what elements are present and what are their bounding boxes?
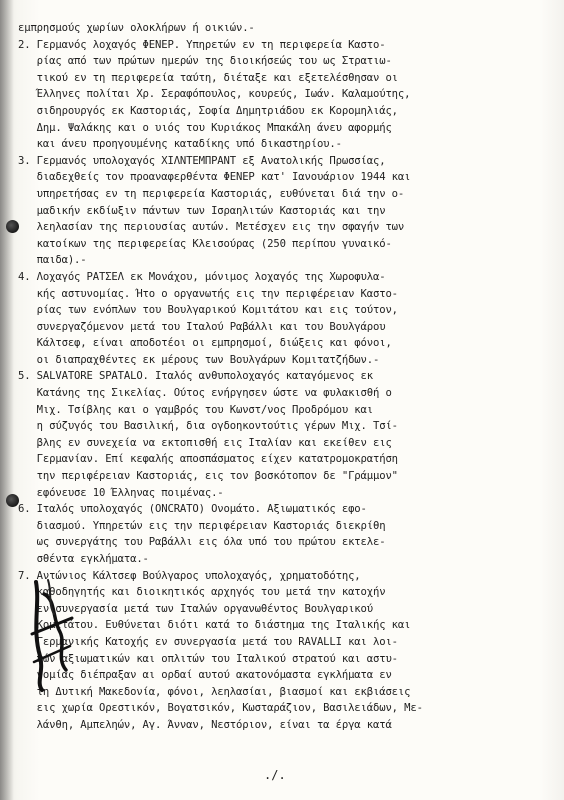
text-line: Μιχ. Τσίβλης και ο γαμβρός του Κωνστ/νος Προδρόμου και (18, 403, 373, 416)
text-line: και άνευ προηγουμένης καταδίκης υπό δικαστηρίου.- (18, 138, 342, 151)
text-line: 6. Ιταλός υπολοχαγός (ONCRATO) Ονομάτο. Αξιωματικός εφο- (18, 503, 367, 516)
text-line: εφόνευσε 10 Έλληνας ποιμένας.- (18, 486, 224, 499)
text-line: 5. SALVATORE SPATALO. Ιταλός ανθυπολοχαγός καταγόμενος εκ (18, 370, 373, 383)
text-line: τικού εν τη περιφερεία ταύτη, διέταξε και εξετελέσθησαν οι (18, 71, 398, 84)
text-line: Κατάνης της Σικελίας. Ούτος ενήργησεν ώστε να φυλακισθή ο (18, 387, 392, 400)
text-line: καθοδηγητής και διοικητικός αρχηγός του μετά την κατοχήν (18, 586, 386, 599)
handwritten-ink-mark (26, 574, 80, 694)
text-line: Κομιτάτου. Ευθύνεται διότι κατά το διάστημα της Ιταλικής και (18, 619, 411, 632)
text-line: υπηρετήσας εν τη περιφερεία Καστοριάς, ευθύνεται διά την ο- (18, 187, 405, 200)
text-line: 2. Γερμανός λοχαγός ΦΕΝΕΡ. Υπηρετών εν τη περιφερεία Καστο- (18, 38, 386, 51)
text-line: ως συνεργάτης του Ραβάλλι εις όλα υπό του πρώτου εκτελε- (18, 536, 386, 549)
typewritten-text (18, 20, 546, 734)
text-line: την περιφέρειαν Καστοριάς, εις τον βοσκότοπον δε "Γράμμον" (18, 470, 398, 483)
text-line: 3. Γερμανός υπολοχαγός ΧΙΛΝΤΕΜΠΡΑΝΤ εξ Ανατολικής Πρωσσίας, (18, 154, 386, 167)
text-line: σιδηρουργός εκ Καστοριάς, Σοφία Δημητριάδου εκ Κορομηλιάς, (18, 104, 398, 117)
text-line: νομίας διέπραξαν αι ορδαί αυτού ακατονόμαστα εγκλήματα εν (18, 669, 392, 682)
text-line: μαδικήν εκδίωξιν πάντων των Ισραηλιτών Καστοριάς και την (18, 204, 386, 217)
text-line: η σύζυγός του Βασιλική, δια ογδοηκοντούτις γέρων Μιχ. Τσί- (18, 420, 398, 433)
text-line: εις χωρία Ορεστικόν, Βογατσικόν, Κωσταράζιον, Βασιλειάδων, Με- (18, 702, 423, 715)
text-line: κής αστυνομίας. Ήτο ο οργανωτής εις την περιφέρειαν Καστο- (18, 287, 398, 300)
text-line: Γερμανίαν. Επί κεφαλής αποσπάσματος είχεν κατατρομοκρατήση (18, 453, 398, 466)
text-line: Κάλτσεφ, είναι αποδοτέοι οι εμπρησμοί, διώξεις και φόνοι, (18, 337, 392, 350)
text-line: σθέντα εγκλήματα.- (18, 553, 149, 565)
text-line: εν συνεργασία μετά των Ιταλών οργανωθέντος Βουλγαρικού (18, 602, 373, 615)
text-line: ρίας από των πρώτων ημερών της διοικήσεώς του ως Στρατιω- (18, 55, 392, 68)
text-line: λεηλασίαν της περιουσίας αυτών. Μετέσχεν εις την σφαγήν των (18, 221, 405, 234)
text-line: πών αξιωματικών και οπλιτών του Ιταλικού στρατού και αστυ- (18, 652, 398, 665)
scan-edge-shadow (0, 0, 14, 800)
text-line: παιδα).- (18, 254, 87, 267)
text-line: Γερμανικής Κατοχής εν συνεργασία μετά του RAVALLI και λοι- (18, 635, 398, 648)
text-line: συνεργαζόμενον μετά του Ιταλού Ραβάλλι και του Βουλγάρου (18, 320, 386, 333)
text-line: βλης εν συνεχεία να εκτοπισθή εις Ιταλίαν και εκείθεν εις (18, 436, 392, 449)
text-line: κατοίκων της περιφερείας Κλεισούρας (250 περίπου γυναικό- (18, 237, 392, 250)
text-line: Έλληνες πολίται Χρ. Σεραφόπουλος, κουρεύς, Ιωάν. Καλαμούτης, (18, 88, 411, 101)
text-line: ρίας των ενόπλων του Βουλγαρικού Κομιτάτου και εις τούτον, (18, 304, 398, 317)
text-line: λάνθη, Αμπεληών, Αγ. Άνναν, Νεστόριον, είναι τα έργα κατά (18, 718, 392, 731)
text-line: Δημ. Ψαλάκης και ο υιός του Κυριάκος Μπακάλη άνευ αφορμής (18, 121, 392, 134)
text-line: εμπρησμούς χωρίων ολοκλήρων ή οικιών.- (18, 22, 255, 34)
text-line: οι διαπραχθέντες εκ μέρους των Βουλγάρων Κομιτατζήδων.- (18, 353, 380, 366)
text-line: διασμού. Υπηρετών εις την περιφέρειαν Καστοριάς διεκρίθη (18, 519, 386, 532)
page-number: ./. (264, 768, 286, 782)
text-line: 7. Αντώνιος Κάλτσεφ Βούλγαρος υπολοχαγός, χρηματοδότης, (18, 569, 361, 582)
text-line: 4. Λοχαγός ΡΑΤΣΕΛ εκ Μονάχου, μόνιμος λοχαγός της Χωροφυλα- (18, 270, 386, 283)
text-line: διαδεχθείς τον προαναφερθέντα ΦΕΝΕΡ κατ' Ιανουάριον 1944 και (18, 171, 411, 184)
text-line: τη Δυτική Μακεδονία, φόνοι, λεηλασίαι, βιασμοί και εκβιάσεις (18, 685, 411, 698)
